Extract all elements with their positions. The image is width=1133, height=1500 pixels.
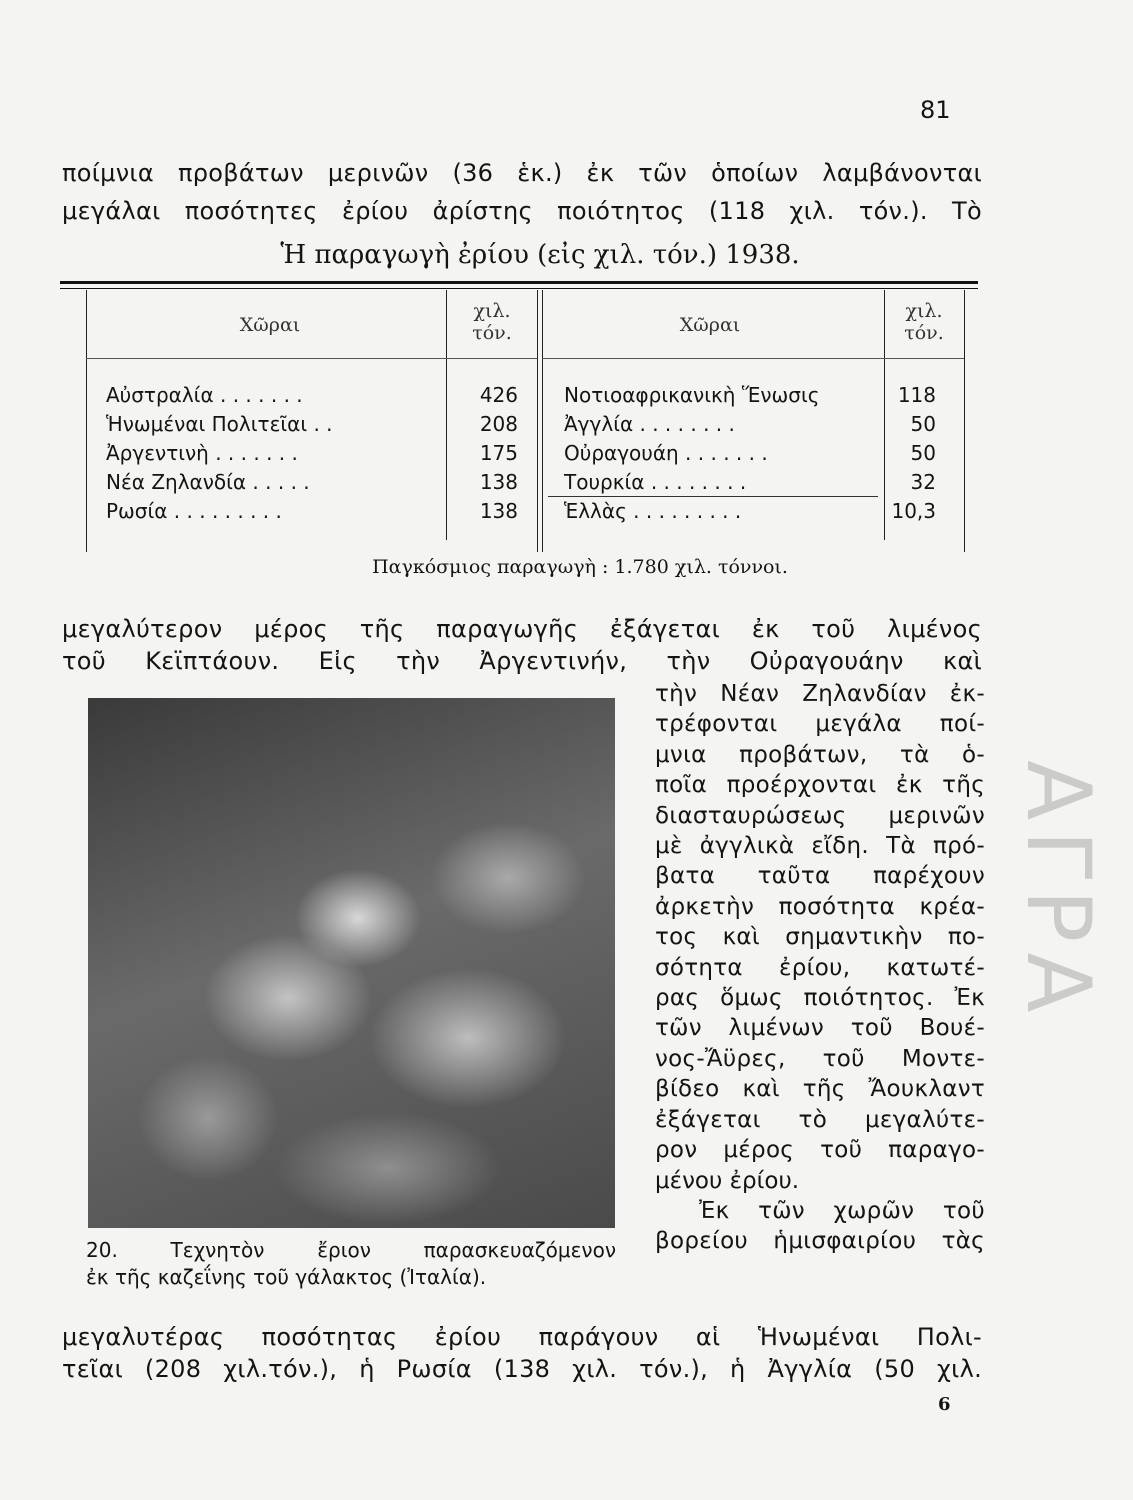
body-line: ποίμνια προβάτων μερινῶν (36 ἑκ.) ἐκ τῶν ὁποίων λαμβάνονται [62,159,982,187]
header-rule [542,358,884,359]
body-line: μεγάλαι ποσότητες ἐρίου ἀρίστης ποιότητος (118 χιλ. τόν.). Τὸ [62,197,982,225]
column-line: ρας ὅμως ποιότητος. Ἐκ [655,985,985,1012]
table-title: Ἡ παραγωγὴ ἐρίου (εἰς χιλ. τόν.) 1938. [280,240,800,270]
table-cell-country: Ἀργεντινὴ . . . . . . . [106,441,298,465]
table-cell-country: Τουρκία . . . . . . . . [564,470,747,494]
column-header-country: Χῶραι [679,314,741,336]
table-cell-value: 50 [910,441,936,465]
unit-line: τόν. [472,322,512,344]
column-header-unit [888,300,960,344]
table-divider [446,290,447,540]
column-line: νος-Ἄϋρες, τοῦ Μοντε- [655,1045,985,1072]
table-border-left [86,290,87,552]
column-line: Ἐκ τῶν χωρῶν τοῦ [699,1197,985,1224]
column-header-unit [452,300,532,344]
table-left-countries [106,381,333,526]
column-line: μὲ ἀγγλικὰ εἴδη. Τὰ πρό- [655,833,985,860]
column-line: διασταυρώσεως μερινῶν [655,802,985,829]
table-cell-country: Νοτιοαφρικανικὴ Ἕνωσις [564,383,820,407]
column-line: ἐξάγεται τὸ μεγαλύτε- [655,1106,985,1133]
body-line: τοῦ Κεϊπτάουν. Εἰς τὴν Ἀργεντινήν, τὴν Οὐραγουάην καὶ [62,647,982,675]
library-stamp: ΑΓΡΑ [1007,760,1110,1023]
table-cell-value: 175 [479,441,518,465]
unit-line: χιλ. [905,300,943,322]
table-cell-value: 426 [479,383,518,407]
column-line: βορείου ἡμισφαιρίου τὰς [655,1228,985,1255]
page-number: 81 [920,96,951,124]
unit-line: τόν. [904,322,944,344]
column-line: τῶν λιμένων τοῦ Βουέ- [655,1015,985,1042]
table-cell-value: 50 [910,412,936,436]
column-line: βίδεο καὶ τῆς Ἄουκλαντ [655,1076,985,1103]
body-line: μεγαλύτερον μέρος τῆς παραγωγῆς ἐξάγεται ἐκ τοῦ λιμένος [62,615,982,643]
table-cell-value: 118 [897,383,936,407]
table-cell-value: 138 [479,499,518,523]
table-top-rule [60,281,978,284]
column-line: βατα ταῦτα παρέχουν [655,863,985,890]
column-line: τὴν Νέαν Ζηλανδίαν ἐκ- [655,681,985,707]
unit-line: χιλ. [473,300,511,322]
wool-photo [88,698,615,1228]
column-line: τος καὶ σημαντικὴν πο- [655,924,985,951]
table-cell-country: Αὐστραλία . . . . . . . [106,383,303,407]
table-divider [537,290,538,552]
table-top-rule-thin [60,288,978,289]
table-right-values [876,381,936,526]
column-line: τρέφονται μεγάλα ποί- [655,711,985,738]
table-left-values [458,381,518,526]
column-line: σότητα ἐρίου, κατωτέ- [655,954,985,981]
table-cell-value: 10,3 [891,499,936,523]
table-cell-country: Ρωσία . . . . . . . . . [106,499,282,523]
table-divider [542,290,543,552]
header-rule [86,358,446,359]
table-cell-country: Νέα Ζηλανδία . . . . . [106,470,310,494]
table-cell-value: 32 [910,470,936,494]
column-header-country: Χῶραι [239,314,301,336]
caption-line: 20. Τεχνητὸν ἔριον παρασκευαζόμενον [86,1238,616,1262]
column-line: μνια προβάτων, τὰ ὁ- [655,741,985,768]
column-line: ἀρκετὴν ποσότητα κρέα- [655,893,985,920]
signature-mark: 6 [938,1394,951,1415]
table-total: Παγκόσμιος παραγωγὴ : 1.780 χιλ. τόννοι. [372,556,788,578]
header-rule [446,358,537,359]
figure-caption [86,1237,616,1291]
table-cell-country: Οὐραγουάη . . . . . . . [564,441,768,465]
body-line: μεγαλυτέρας ποσότητας ἐρίου παράγουν αἱ Ἡνωμέναι Πολι- [62,1323,982,1351]
column-line: ποῖα προέρχονται ἐκ τῆς [655,772,985,799]
table-cell-value: 138 [479,470,518,494]
table-row-rule [548,496,878,497]
table-cell-value: 208 [479,412,518,436]
table-right-countries [564,381,819,526]
table-cell-country: Ἑλλὰς . . . . . . . . . [564,499,742,523]
body-line: τεῖαι (208 χιλ.τόν.), ἡ Ρωσία (138 χιλ. τόν.), ἡ Ἀγγλία (50 χιλ. [62,1355,982,1383]
header-rule [884,358,964,359]
column-line: ρον μέρος τοῦ παραγο- [655,1137,985,1164]
table-border-right [964,290,965,552]
table-cell-country: Ἀγγλία . . . . . . . . [564,412,735,436]
table-cell-country: Ἡνωμέναι Πολιτεῖαι . . [106,412,333,436]
column-line: μένου ἐρίου. [655,1167,800,1194]
caption-line: ἐκ τῆς καζεΐνης τοῦ γάλακτος (Ἰταλία). [86,1265,487,1289]
right-column-text [655,679,985,1257]
